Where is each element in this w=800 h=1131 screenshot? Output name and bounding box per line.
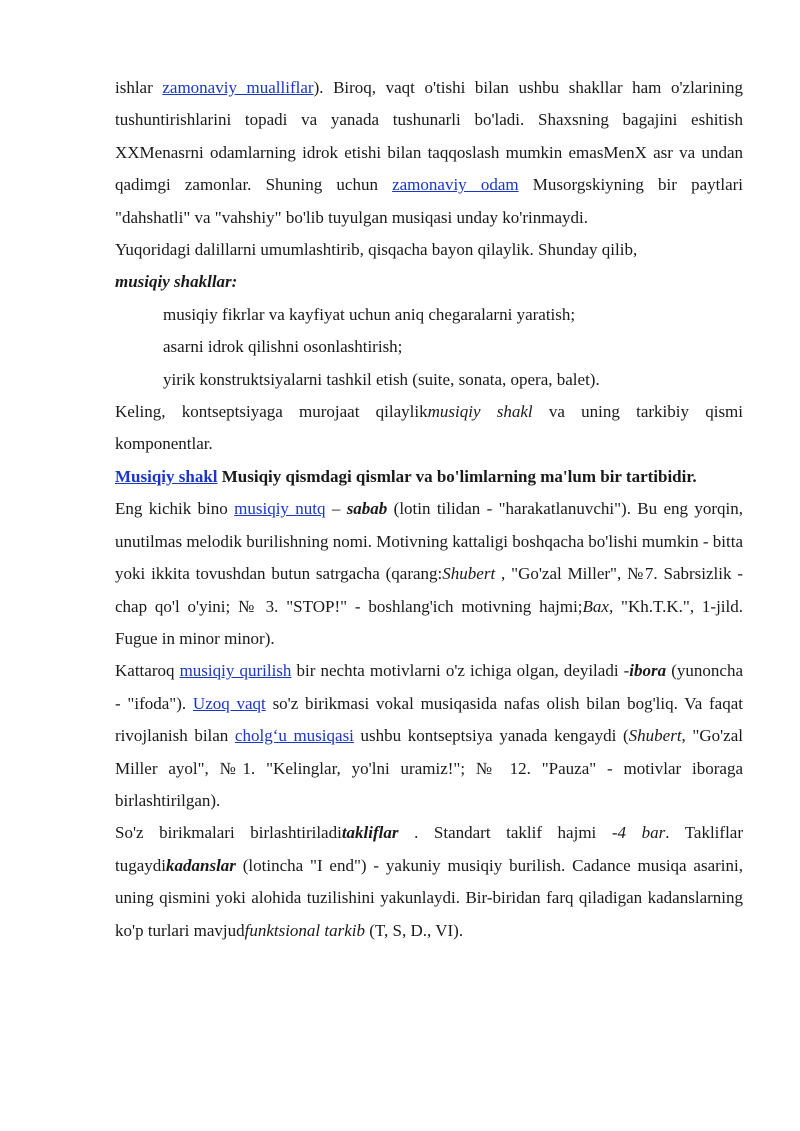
link-cholgu-musiqasi[interactable]: cholg‘u musiqasi — [234, 726, 354, 746]
list-item: asarni idrok qilishni osonlashtirish; — [163, 337, 403, 357]
text: , "Go'zal Miller ayol", №1. "Kelinglar, yo'lni uramiz!"; № 12. "Pauza" - motivlar iboraga birlashtirilgan). — [115, 726, 743, 810]
paragraph-takliflar — [115, 817, 743, 947]
paragraph-motiv — [115, 493, 743, 655]
text: Eng kichik bino — [115, 499, 235, 519]
term-takliflar: takliflar — [341, 823, 399, 843]
text: ishlar — [115, 78, 163, 97]
link-musiqiy-nutq[interactable]: musiqiy nutq — [234, 499, 326, 519]
italic-term: funktsional tarkib — [244, 920, 366, 940]
italic-name: Bax, — [582, 596, 614, 616]
link-musiqiy-shakl[interactable]: Musiqiy shakl — [115, 466, 218, 486]
link-zamonaviy-mualliflar[interactable]: zamonaviy mualliflar — [162, 78, 314, 97]
text: , "Go'zal Miller", №7. Sabrsizlik - chap qo'l o'yini; № 3. "STOP!" - boshlang'ich motivning hajmi; — [115, 564, 743, 616]
list-item: musiqiy fikrlar va kayfiyat uchun aniq chegaralarni yaratish; — [163, 304, 576, 324]
text: va uning tarkibiy qismi komponentlar. — [115, 402, 743, 454]
italic-term: musiqiy shakl — [427, 402, 533, 422]
text: So'z birikmalari birlashtiriladi — [115, 823, 342, 843]
paragraph-definition — [115, 461, 743, 493]
paragraph-summary: Yuqoridagi dalillarni umumlashtirib, qisqacha bayon qilaylik. Shunday qilib, — [115, 240, 638, 260]
text: bir nechta motivlarni o'z ichiga olgan, deyiladi - — [291, 661, 630, 681]
text: ). Biroq, vaqt o'tishi bilan ushbu shakllar ham o'zlarining tushuntirishlarini topadi va yanada tushunarli bo'ladi. Shaxsning bagajini eshitish XXMenasrni odamlarning idrok etishi bilan taqqoslash mumkin emasMenX asr va undan qadimgi zamonlar. Shuning uchun — [115, 78, 743, 195]
text: . Standart taklif hajmi — [398, 823, 612, 843]
paragraph-kontseptsiya — [115, 396, 743, 461]
text: "Kh.T.K.", 1-jild. Fugue in minor minor). — [115, 596, 743, 648]
link-uzoq-vaqt[interactable]: Uzoq vaqt — [192, 693, 266, 713]
text: (lotin tilidan - "harakatlanuvchi"). Bu eng yorqin, unutilmas melodik burilishning nomi. Motivning kattaligi boshqacha bo'lishi mumkin - bitta yoki ikkita tovushdan butun satrgacha (qarang: — [115, 499, 744, 584]
term-kadanslar: kadanslar — [166, 855, 236, 875]
text: so'z birikmasi vokal musiqasida nafas olish bilan bog'liq. Va faqat rivojlanish bilan — [115, 693, 743, 746]
text: (T, S, D., VI). — [365, 920, 464, 940]
italic-name: Shubert — [628, 726, 682, 746]
link-musiqiy-qurilish[interactable]: musiqiy qurilish — [179, 661, 292, 681]
term-ibora: ibora — [629, 661, 667, 681]
text: Musorgskiyning bir paytlari "dahshatli" va "vahshiy" bo'lib tuyulgan musiqasi unday ko'rinmaydi. — [115, 175, 743, 227]
text: Kattaroq — [115, 661, 180, 681]
text: ushbu kontseptsiya yanada kengaydi ( — [353, 726, 629, 746]
text: . Takliflar tugaydi — [115, 823, 743, 875]
text: Keling, kontseptsiyaga murojaat qilaylik — [115, 402, 428, 422]
italic-name: Shubert — [442, 564, 496, 584]
paragraph-intro — [115, 72, 743, 234]
text: (yunoncha - "ifoda"). — [115, 661, 743, 713]
list-item: yirik konstruktsiyalarni tashkil etish (suite, sonata, opera, balet). — [163, 369, 600, 389]
document-page — [115, 72, 743, 947]
paragraph-ibora — [115, 655, 743, 817]
text: (lotincha "I end") - yakuniy musiqiy burilish. Cadance musiqa asarini, uning qismini yoki alohida tuzilishini yakunlaydi. Bir-biridan farq qiladigan kadanslarning ko'p turlari mavjud — [115, 855, 743, 940]
subheading-musiqiy-shakllar: musiqiy shakllar: — [115, 272, 238, 292]
italic-term: -4 bar — [611, 823, 666, 843]
link-zamonaviy-odam[interactable]: zamonaviy odam — [392, 175, 519, 195]
definition-text: Musiqiy qismdagi qismlar va bo'limlarning ma'lum bir tartibidir. — [217, 466, 697, 486]
term-sabab: sabab — [346, 499, 388, 519]
text: – — [325, 499, 347, 519]
